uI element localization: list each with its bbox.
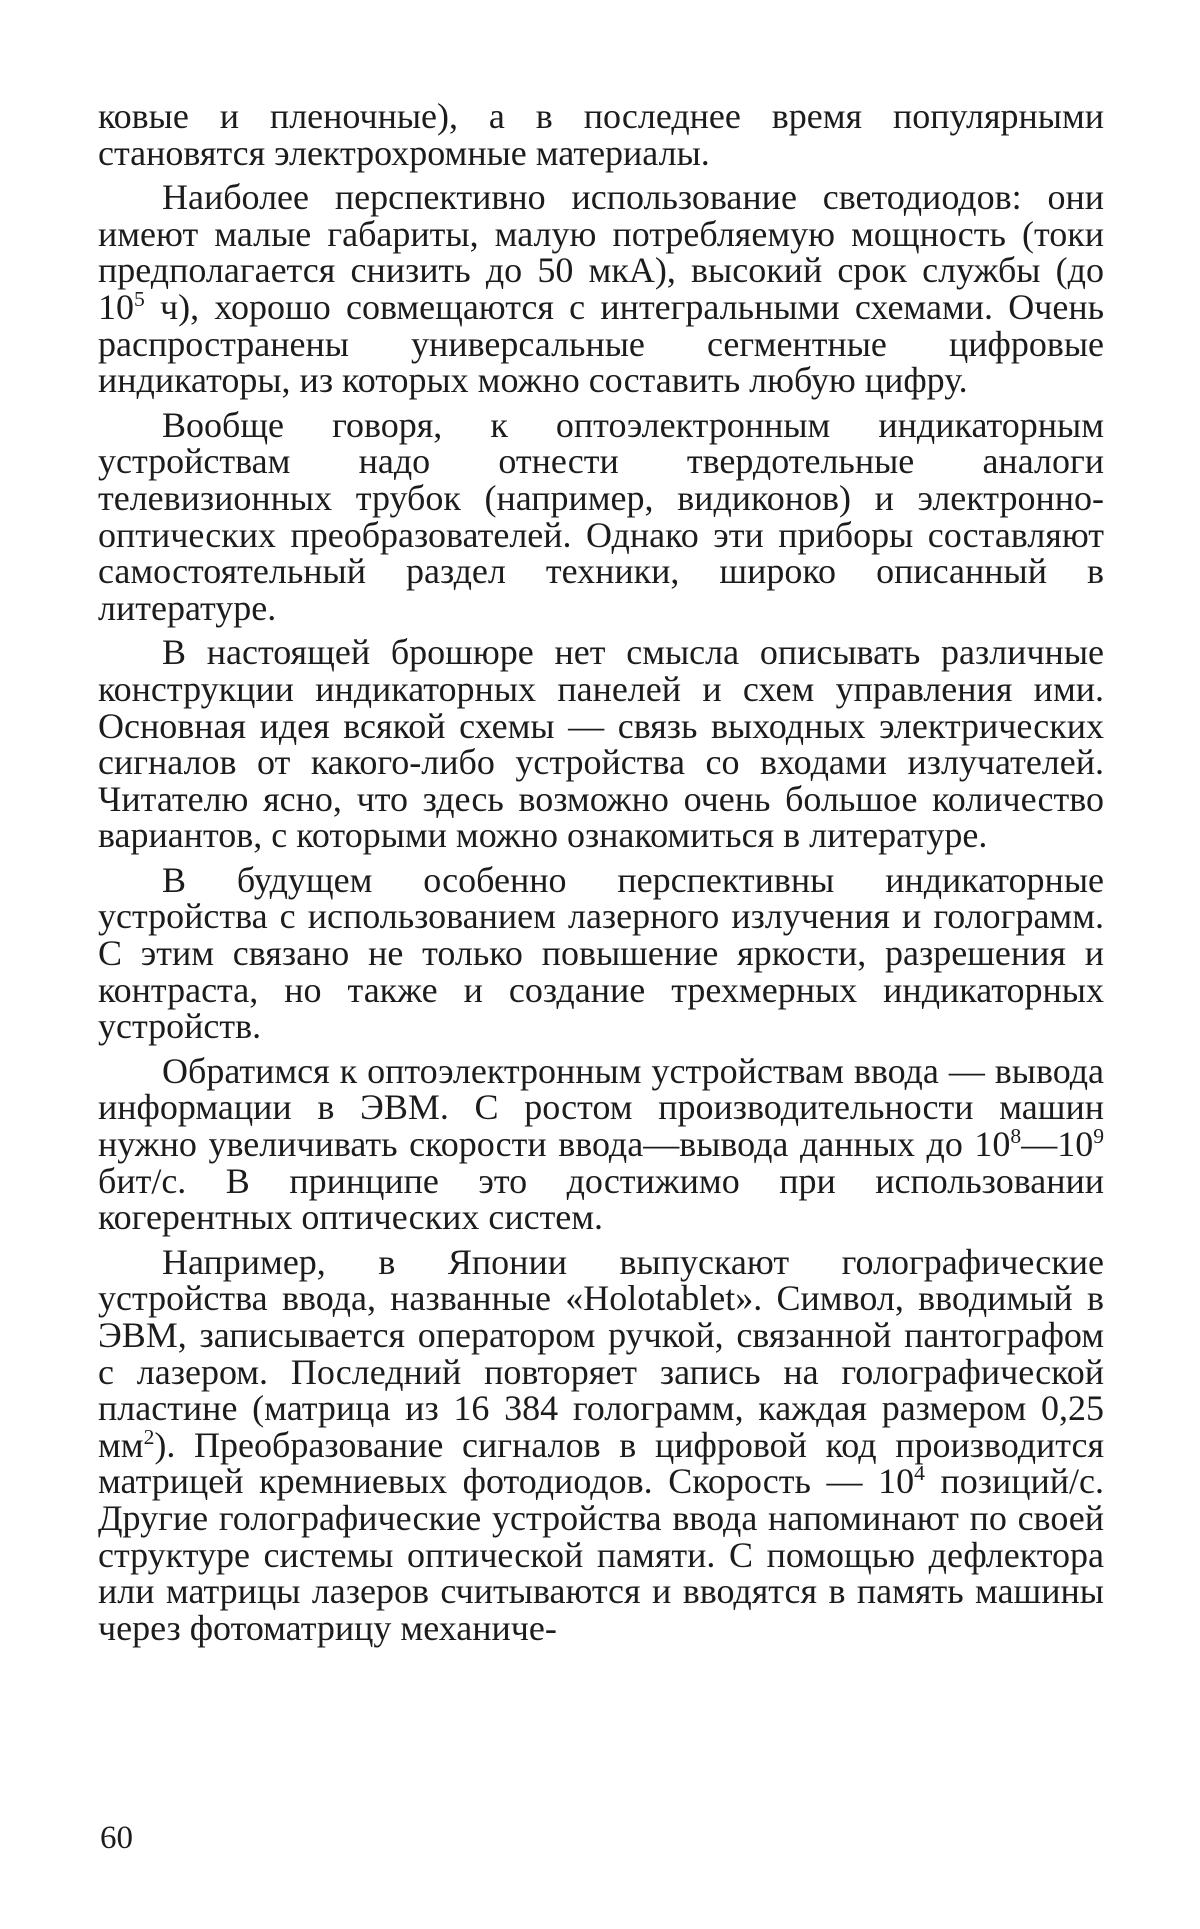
paragraph-3-text: Вообще говоря, к оптоэлектронным индикаторным устройствам надо отнести твердотельные аналоги телевизионных трубок (например, видиконов) и электронно-оптических преобразователей. Однако эти приборы составляют самостоятельный раздел техники, широко описанный в литературе.	[98, 404, 1104, 628]
paragraph-2	[98, 179, 1104, 399]
exponent-superscript: 9	[1093, 1124, 1104, 1149]
paragraph-7	[98, 1241, 1104, 1648]
paragraph-7-text-a: Например, в Японии выпускают голографические устройства ввода, названные «Holotablet». Символ, вводимый в ЭВМ, записывается оператором ручкой, связанной пантографом с лазером. Последний повторяет запись на голографической пластине (матрица из 16 384 голограмм, каждая размером 0,25 мм	[98, 1241, 1104, 1465]
paragraph-7-text-c: позиций/с. Другие голографические устройства ввода напоминают по своей структуре системы оптической памяти. С помощью дефлектора или матрицы лазеров считываются и вводятся в память машины через фотоматрицу механиче-	[98, 1461, 1104, 1648]
paragraph-3	[98, 404, 1104, 628]
paragraph-5	[98, 859, 1104, 1047]
exponent-superscript: 5	[134, 286, 145, 311]
paragraph-2-text-b: ч), хорошо совмещаются с интегральными схемами. Очень распространены универсальные сегментные цифровые индикаторы, из которых можно составить любую цифру.	[98, 286, 1104, 401]
paragraph-6	[98, 1050, 1104, 1238]
paragraph-1-text: ковые и пленочные), а в последнее время популярными становятся электрохромные материалы.	[98, 96, 1104, 173]
exponent-superscript: 8	[1010, 1124, 1022, 1149]
paragraph-4-text: В настоящей брошюре нет смысла описывать различные конструкции индикаторных панелей и схем управления ими. Основная идея всякой схемы — связь выходных электрических сигналов от какого-либо устройства со входами излучателей. Читателю ясно, что здесь возможно очень большое количество вариантов, с которыми можно ознакомиться в литературе.	[98, 632, 1104, 856]
paragraph-6-text-c: бит/с. В принципе это достижимо при использовании когерентных оптических систем.	[98, 1160, 1104, 1238]
page-body	[98, 98, 1104, 1646]
page-number: 60	[100, 1820, 133, 1856]
exponent-superscript: 4	[914, 1461, 925, 1486]
paragraph-7-text-b: ). Преобразование сигналов в цифровой код производится матрицей кремниевых фотодиодов. Скорость — 10	[98, 1424, 1104, 1502]
paragraph-5-text: В будущем особенно перспективны индикаторные устройства с использованием лазерного излучения и голограмм. С этим связано не только повышение яркости, разрешения и контраста, но также и создание трехмерных индикаторных устройств.	[98, 859, 1104, 1047]
paragraph-6-text-b: —10	[1021, 1124, 1094, 1165]
exponent-superscript: 2	[143, 1424, 155, 1449]
paragraph-1	[98, 98, 1104, 171]
paragraph-6-text-a: Обратимся к оптоэлектронным устройствам ввода — вывода информации в ЭВМ. С ростом производительности машин нужно увеличивать скорости ввода—вывода данных до 10	[98, 1050, 1104, 1165]
paragraph-2-text-a: Наиболее перспективно использование светодиодов: они имеют малые габариты, малую потребляемую мощность (токи предполагается снизить до 50 мкА), высокий срок службы (до 10	[98, 177, 1104, 327]
paragraph-4	[98, 634, 1104, 854]
